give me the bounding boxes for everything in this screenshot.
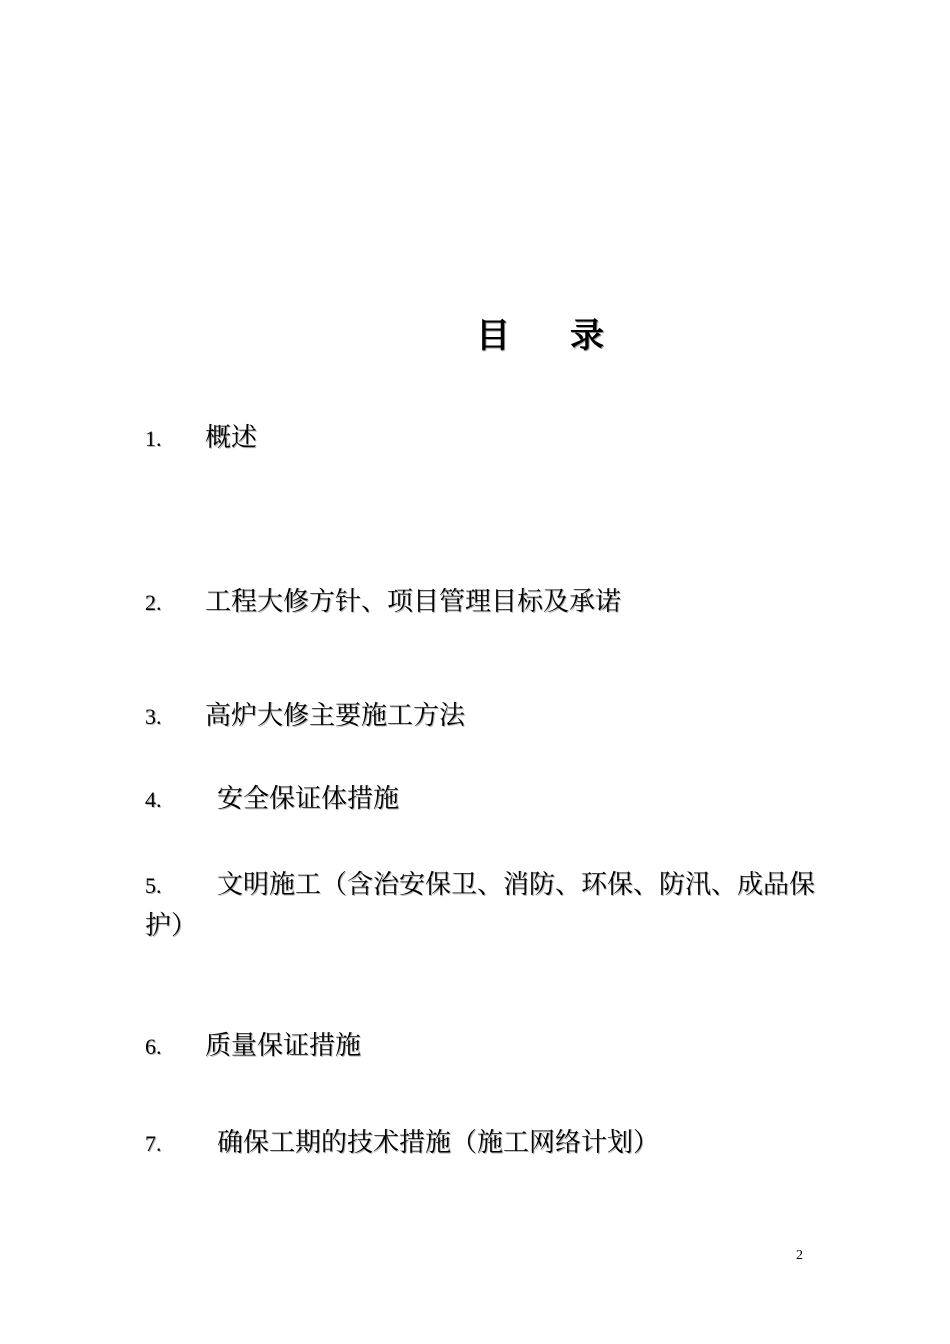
toc-text: 质量保证措施 xyxy=(205,1031,362,1061)
toc-number: 7. xyxy=(145,1131,162,1156)
toc-item-5[interactable] xyxy=(145,865,825,946)
toc-text: 工程大修方针、项目管理目标及承诺 xyxy=(205,587,622,617)
toc-text: 概述 xyxy=(205,423,258,453)
page-title xyxy=(0,308,950,357)
toc-item-7[interactable] xyxy=(145,1123,825,1164)
toc-number: 3. xyxy=(145,704,162,729)
toc-item-2[interactable] xyxy=(145,582,825,623)
toc-text: 安全保证体措施 xyxy=(217,784,400,814)
page-number: 2 xyxy=(796,1248,803,1263)
toc-item-3[interactable] xyxy=(145,696,825,737)
title-char-1: 目 xyxy=(476,316,510,356)
toc-item-6[interactable] xyxy=(145,1026,825,1067)
toc-number: 4. xyxy=(145,787,162,812)
title-char-2: 录 xyxy=(570,316,604,356)
toc-text: 文明施工（含治安保卫、消防、环保、防汛、成品保护） xyxy=(145,870,816,941)
toc-text: 确保工期的技术措施（施工网络计划） xyxy=(217,1128,660,1158)
toc-item-1[interactable] xyxy=(145,418,825,459)
toc-number: 5. xyxy=(145,873,162,898)
toc-number: 1. xyxy=(145,426,162,451)
toc-text: 高炉大修主要施工方法 xyxy=(205,701,466,731)
toc-number: 6. xyxy=(145,1034,162,1059)
toc-number: 2. xyxy=(145,590,162,615)
toc-item-4[interactable] xyxy=(145,779,825,820)
